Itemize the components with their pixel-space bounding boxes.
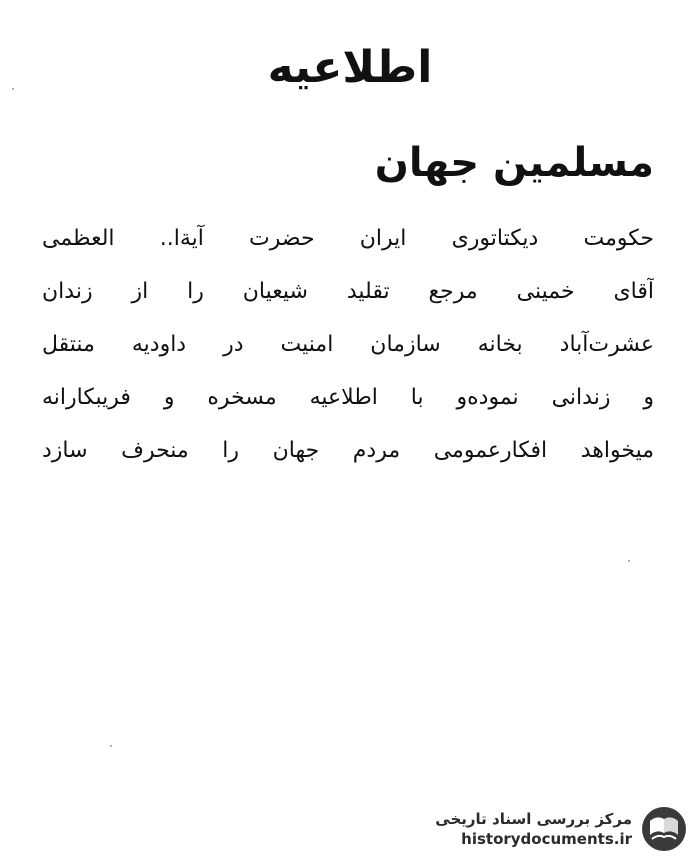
scan-speck <box>628 560 630 562</box>
body-line: حکومت دیکتاتوری ایران حضرت آیةا.. العظمی <box>42 226 654 251</box>
watermark <box>435 804 688 854</box>
body-line: عشرت‌آباد بخانه سازمان امنیت در داودیه منتقل <box>42 332 654 357</box>
body-line: میخواهد افکارعمومی مردم جهان را منحرف سازد <box>42 438 654 463</box>
scan-speck <box>110 745 112 747</box>
document-title: اطلاعیه <box>267 42 433 93</box>
watermark-url: historydocuments.ir <box>461 830 632 848</box>
scan-speck <box>12 88 14 90</box>
watermark-text <box>435 809 632 849</box>
document-body <box>42 212 654 477</box>
watermark-name: مرکز بررسی اسناد تاریخی <box>435 810 632 828</box>
body-line: و زندانی نموده‌و با اطلاعیه مسخره و فریبکارانه <box>42 385 654 410</box>
body-line: آقای خمینی مرجع تقلید شیعیان را از زندان <box>42 279 654 304</box>
open-book-logo-icon <box>640 805 688 853</box>
document-subtitle: مسلمین جهان <box>374 140 654 186</box>
